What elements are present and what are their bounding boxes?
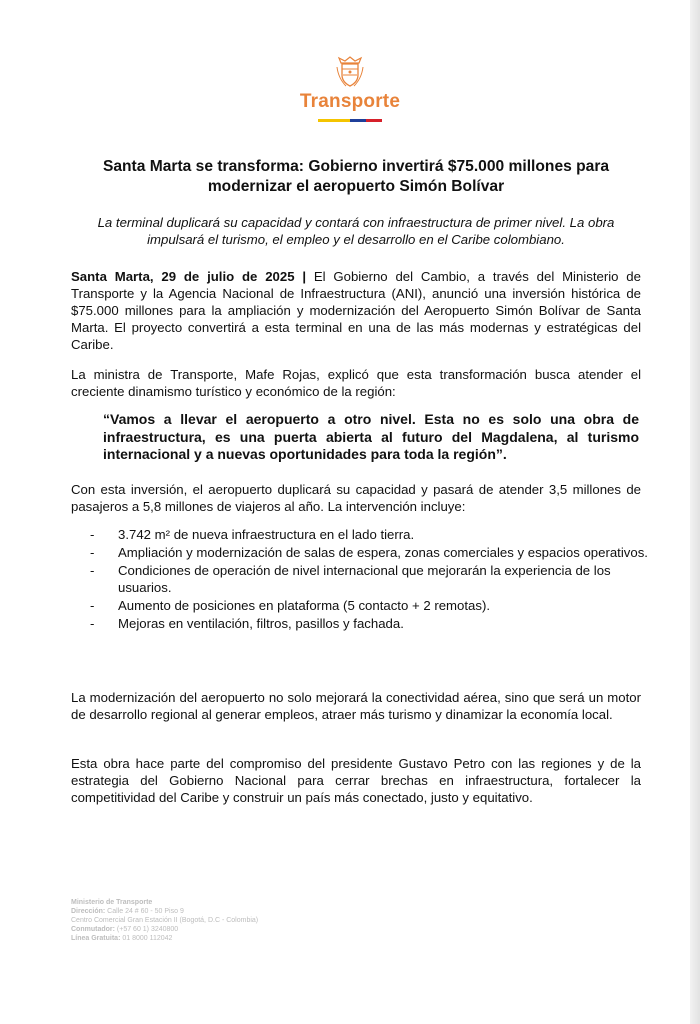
commitment-paragraph: Esta obra hace parte del compromiso del presidente Gustavo Petro con las regiones y de la estrategia del Gobierno Nacional para cerrar brechas en infraestructura, fortalecer la competitividad del Caribe y construir un país más conectado, justo y equitativo. (71, 756, 641, 805)
list-marker: - (90, 545, 95, 560)
minister-quote: “Vamos a llevar el aeropuerto a otro nivel. Esta no es solo una obra de infraestructura, es una puerta abierta al futuro del Magdalena, al turismo internacional y a nuevas oportunidades para toda la región”. (103, 411, 639, 462)
list-marker: - (90, 527, 95, 542)
flag-bar (318, 119, 382, 122)
modernization-paragraph: La modernización del aeropuerto no solo mejorará la conectividad aérea, sino que será un motor de desarrollo regional al generar empleos, atraer más turismo y dinamizar la economía local. (71, 690, 641, 722)
list-item: - Aumento de posiciones en plataforma (5 contacto + 2 remotas). (90, 598, 491, 613)
flag-yellow (318, 119, 350, 122)
flag-red (366, 119, 382, 122)
minister-paragraph: La ministra de Transporte, Mafe Rojas, explicó que esta transformación busca atender el creciente dinamismo turístico y económico de la región: (71, 367, 641, 399)
intervention-list (90, 526, 650, 633)
list-item: - Mejoras en ventilación, filtros, pasillos y fachada. (90, 616, 404, 631)
list-item: - 3.742 m² de nueva infraestructura en el lado tierra. (90, 527, 415, 542)
dateline: Santa Marta, 29 de julio de 2025 | (71, 269, 307, 284)
logo-wordmark: Transporte (299, 91, 401, 112)
footer-switchboard: Conmutador: (+57 60 1) 3240800 (71, 926, 179, 933)
page-edge-shadow (690, 0, 700, 1024)
ministry-logo (0, 55, 700, 122)
investment-paragraph: Con esta inversión, el aeropuerto duplicará su capacidad y pasará de atender 3,5 millones de pasajeros a 5,8 millones de viajeros al año. La intervención incluye: (71, 482, 641, 514)
flag-blue (350, 119, 366, 122)
coat-of-arms-icon (335, 55, 365, 89)
subheadline: La terminal duplicará su capacidad y contará con infraestructura de primer nivel. La obra impulsará el turismo, el empleo y el desarrollo en el Caribe colombiano. (97, 215, 615, 247)
headline: Santa Marta se transforma: Gobierno invertirá $75.000 millones para modernizar el aeropuerto Simón Bolívar (102, 158, 610, 195)
footer-contact (71, 898, 371, 943)
list-marker: - (90, 598, 95, 613)
footer-org: Ministerio de Transporte (71, 899, 153, 906)
list-marker: - (90, 616, 95, 631)
footer-address-line2: Centro Comercial Gran Estación II (Bogotá, D.C - Colombia) (71, 917, 259, 924)
footer-freeline: Línea Gratuita: 01 8000 112042 (71, 935, 173, 942)
footer-address: Dirección: Calle 24 # 60 - 50 Piso 9 (71, 908, 184, 915)
list-marker: - (90, 563, 95, 578)
list-item: - Condiciones de operación de nivel internacional que mejorarán la experiencia de los usuarios. (90, 563, 611, 595)
intro-paragraph (71, 268, 641, 353)
intro-text: El Gobierno del Cambio, a través del Ministerio de Transporte y la Agencia Nacional de Infraestructura (ANI), anunció una inversión histórica de $75.000 millones para la ampliación y modernización del Aeropuerto Simón Bolívar de Santa Marta. El proyecto convertirá a esta terminal en una de las más modernas y estratégicas del Caribe. (71, 269, 641, 352)
list-item: - Ampliación y modernización de salas de espera, zonas comerciales y espacios operativos. (90, 545, 648, 560)
